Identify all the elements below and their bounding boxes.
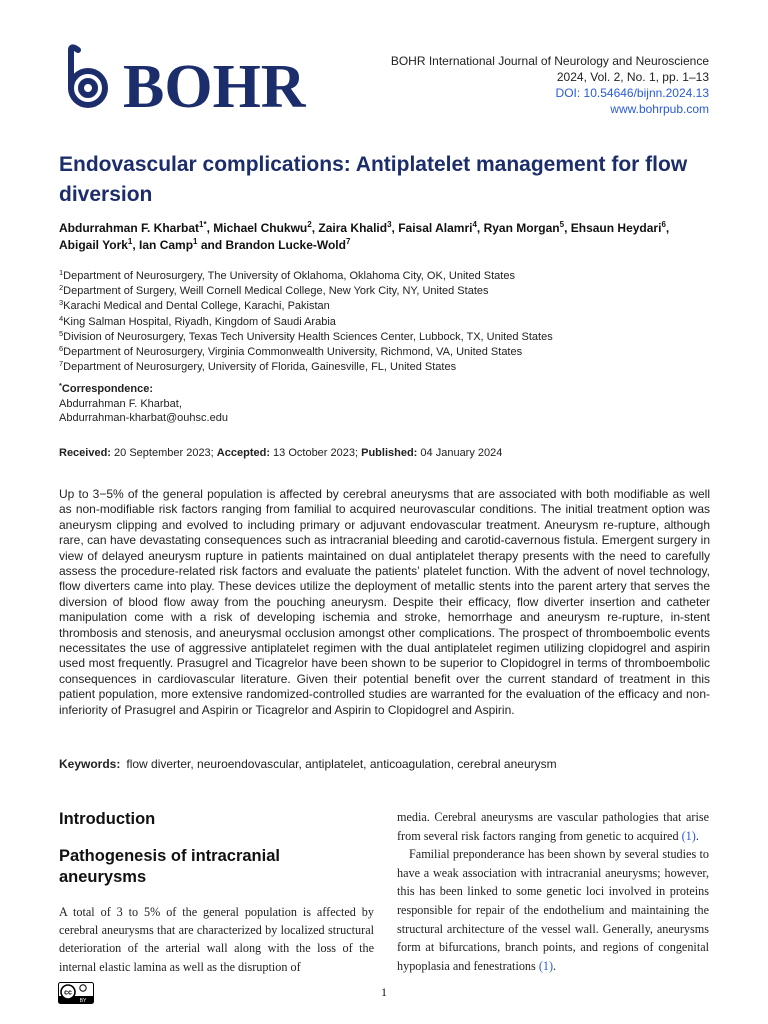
heading-introduction: Introduction	[59, 810, 156, 828]
affiliation-number: 6	[59, 344, 64, 354]
affiliation-text: Department of Surgery, Weill Cornell Medical College, New York City, NY, United States	[63, 285, 489, 298]
correspondence-block	[59, 382, 459, 426]
author-affil-sup: 1	[127, 237, 133, 246]
author-name: Abigail York	[59, 238, 128, 252]
citation-link[interactable]: (1)	[538, 958, 554, 973]
author-affil-sup: 7	[345, 237, 351, 246]
abstract: Up to 3−5% of the general population is affected by cerebral aneurysms that are associated with both modifiable as well as non-modifiable risk factors ranging from familial to acquired neurovascular conditions. The initial treatment option was aneurysm clipping and evolved to including primary or adjuvant endovascular treatment. Aneurysm re-rupture, although rare, can have devastating consequences such as intracranial bleeding and carotid-cavernous fistula. Emergent surgery in view of delayed aneurysm rupture in patients maintained on dual antiplatelet therapy presents with the need to carefully assess the procedure-related risk factors and evaluate the patients’ platelet function. With the advent of novel technology, flow diverters came into play. These devices utilize the deployment of metallic stents into the parent artery that serves the diversion of blood flow away from the pouching aneurysm. Despite their efficacy, flow diverter insertion and catheter manipulation come with a risk of developing ischemia and stroke, hemorrhage and aneurysm re-rupture, in-stent thrombosis and stenosis, and aneurysmal occlusion amongst other complications. The prospect of thromboembolic events necessitates the use of aggressive antiplatelet regimen with the dual antiplatelet regimen utilizing clopidogrel and aspirin used most frequently. Prasugrel and Ticagrelor have been shown to be superior to Clopidogrel in terms of thromboembolic consequences in cardiovascular literature. Given their potential benefit over the current standard of treatment in this patient population, more extensive randomized-controlled studies are warranted for the evaluation of the efficacy and non-inferiority of Prasugrel and Aspirin or Ticagrelor and Aspirin to Clopidogrel and Aspirin.	[59, 487, 710, 717]
author-affil-sup: 1*	[199, 220, 207, 229]
received-date: 20 September 2023;	[114, 447, 214, 459]
accepted-label: Accepted:	[216, 447, 270, 459]
affiliation-text: Department of Neurosurgery, The University of Oklahoma, Oklahoma City, OK, United States	[63, 270, 515, 282]
journal-info	[391, 53, 709, 117]
affiliation-number: 4	[59, 313, 64, 323]
author-name: Zaira Khalid	[318, 221, 388, 235]
svg-text:BY: BY	[79, 998, 87, 1004]
correspondence-label-text: Correspondence:	[61, 383, 153, 395]
author-name: Brandon Lucke-Wold	[225, 238, 346, 252]
body-paragraph: media. Cerebral aneurysms are vascular pathologies that arise from several risk factors ranging from genetic to acquired (1).	[397, 810, 709, 843]
svg-text:cc: cc	[64, 989, 72, 997]
author-name: Michael Chukwu	[213, 221, 308, 235]
paragraph-text: Familial preponderance has been shown by several studies to have a weak association with intracranial aneurysms; however, this has been linked to some genetic loci involved in proteins responsible for repair of the endothelium and maintaining the structural architecture of the vessel wall. Generally, aneurysms form at bifurcations, branch points, and regions of congenital hypoplasia and fenestrations	[397, 847, 709, 973]
citation-link[interactable]: (1)	[681, 828, 696, 843]
author-affil-sup: 2	[307, 220, 312, 229]
logo-wordmark: BOHR	[123, 53, 306, 121]
affiliation-item	[59, 284, 709, 299]
correspondence-label	[59, 382, 459, 397]
affiliation-item	[59, 299, 709, 314]
correspondence-name: Abdurrahman F. Kharbat,	[59, 397, 182, 410]
author-affil-sup: 4	[472, 220, 477, 229]
author-affil-sup: 3	[387, 220, 392, 229]
affiliation-item	[59, 315, 709, 330]
affiliation-list	[59, 269, 709, 375]
affiliation-item	[59, 330, 709, 345]
doi-link[interactable]: DOI: 10.54646/bijnn.2024.13	[555, 86, 709, 100]
author-name: Abdurrahman F. Kharbat	[59, 221, 200, 235]
body-paragraph: Familial preponderance has been shown by several studies to have a weak association with intracranial aneurysms; however, this has been linked to some genetic loci involved in proteins responsible for repair of the endothelium and maintaining the structural architecture of the vessel wall. Generally, aneurysms form at bifurcations, branch points, and regions of congenital hypoplasia and fenestrations (1).	[397, 847, 709, 973]
body-right-column	[397, 808, 709, 975]
affiliation-number: 3	[59, 298, 64, 308]
affiliation-number: 2	[59, 283, 64, 293]
author-affil-sup: 5	[559, 220, 565, 229]
website-link[interactable]: www.bohrpub.com	[610, 102, 709, 116]
correspondence-email[interactable]: Abdurrahman-kharbat@ouhsc.edu	[59, 412, 228, 424]
author-name: Ryan Morgan	[483, 221, 560, 235]
accepted-date: 13 October 2023;	[273, 447, 359, 459]
affiliation-number: 1	[59, 268, 64, 277]
page-number: 1	[381, 985, 387, 999]
affiliation-text: Division of Neurosurgery, Texas Tech University Health Sciences Center, Lubbock, TX, United States	[63, 330, 553, 343]
affiliation-item	[59, 269, 709, 284]
keywords-text: flow diverter, neuroendovascular, antiplatelet, anticoagulation, cerebral aneurysm	[126, 757, 557, 771]
author-name: Faisal Alamri	[398, 221, 473, 235]
published-date: 04 January 2024	[420, 447, 503, 459]
author-list: Abdurrahman F. Kharbat$^{1*}$, Michael Chukwu$^2$, Zaira Khalid$^3$, Faisal Alamri$^4$, Ryan Morgan$^5$, Ehsaun Heydari$^6$, Abigail York$^1$, Ian Camp$^1$ and Brandon Lucke-Wold$^7$	[59, 220, 670, 252]
affiliation-text: Department of Neurosurgery, University of Florida, Gainesville, FL, United States	[63, 361, 457, 374]
publication-dates	[59, 446, 709, 460]
journal-volume: 2024, Vol. 2, No. 1, pp. 1–13	[556, 70, 709, 84]
affiliation-number: 5	[59, 328, 64, 338]
body-left-column: A total of 3 to 5% of the general population is affected by cerebral aneurysms that are characterized by localized structural deterioration of the arterial wall along with the loss of the internal elastic lamina as well as the disruption of	[59, 905, 374, 974]
received-label: Received:	[59, 447, 111, 459]
author-name: Ehsaun Heydari	[570, 221, 662, 235]
affiliation-text: Karachi Medical and Dental College, Karachi, Pakistan	[63, 300, 330, 313]
paragraph-text: media. Cerebral aneurysms are vascular pathologies that arise from several risk factors ranging from genetic to acquired	[397, 810, 709, 843]
author-affil-sup: 1	[193, 237, 198, 246]
keywords	[59, 757, 710, 772]
heading-pathogenesis: Pathogenesis of intracranial aneurysms	[59, 847, 280, 886]
published-label: Published:	[361, 447, 418, 459]
correspondence-star: *	[59, 381, 62, 390]
author-name: Ian Camp	[139, 238, 194, 252]
journal-name: BOHR International Journal of Neurology and Neuroscience	[390, 54, 709, 68]
affiliation-item	[59, 360, 709, 375]
affiliation-number: 7	[59, 359, 64, 369]
affiliation-text: Department of Neurosurgery, Virginia Commonwealth University, Richmond, VA, United States	[63, 346, 523, 359]
keywords-label: Keywords:	[59, 757, 121, 771]
affiliation-text: King Salman Hospital, Riyadh, Kingdom of Saudi Arabia	[63, 315, 336, 328]
affiliation-item	[59, 345, 709, 360]
author-affil-sup: 6	[661, 220, 666, 229]
article-title: Endovascular complications: Antiplatelet management for flow diversion	[59, 153, 688, 206]
